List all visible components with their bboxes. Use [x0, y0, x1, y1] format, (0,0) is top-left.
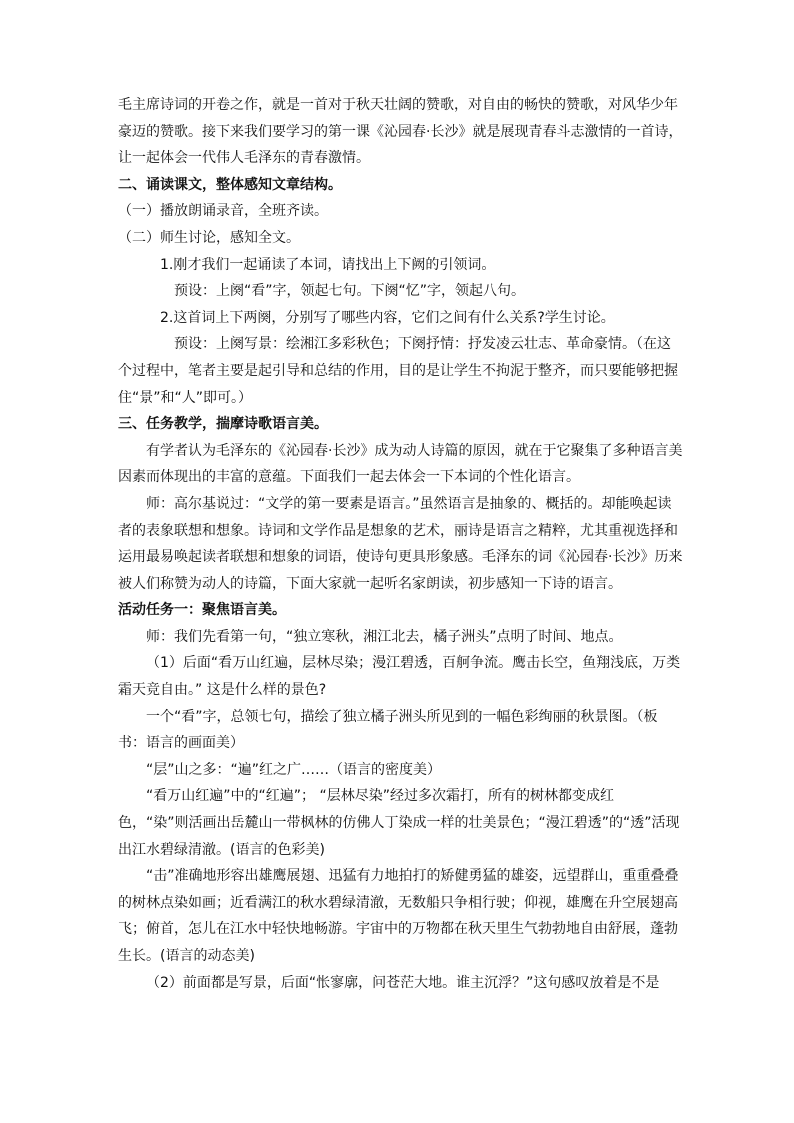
- paragraph-gorky: 师：高尔基说过：“文学的第一要素是语言。”虽然语言是抽象的、概括的。却能唤起读者的表象联想和想象。诗词和文学作品是想象的艺术，丽诗是语言之精粹，尤其重视选择和运用最易唤起读者联想和想象的词语，使诗句更具形象感。毛泽东的词《沁园春·长沙》历来被人们称赞为动人的诗篇，下面大家就一起听名家朗读，初步感知一下诗的语言。: [118, 495, 683, 592]
- paragraph-scenery-question: （1）后面“看万山红遍，层林尽染；漫江碧透，百舸争流。鹰击长空，鱼翔浅底，万类霜天竞自由。” 这是什么样的景色?: [118, 655, 681, 699]
- paragraph-kan: 一个“看”字，总领七句，描绘了独立橘子洲头所见到的一幅色彩绚丽的秋景图。（板书：语言的画面美）: [118, 708, 658, 752]
- paragraph-scholar: 有学者认为毛泽东的《沁园春·长沙》成为动人诗篇的原因，就在于它聚集了多种语言美因素而体现出的丰富的意蕴。下面我们一起去体会一下本词的个性化语言。: [118, 442, 683, 486]
- step-1: （一）播放朗诵录音，全班齐读。: [118, 203, 328, 220]
- step-2: （二）师生讨论，感知全文。: [118, 229, 300, 246]
- answer-2: 预设：上阕写景：绘湘江多彩秋色；下阕抒情：抒发凌云壮志、革命豪情。（在这个过程中，笔者主要是起引导和总结的作用，目的是让学生不拘泥于整齐，而只要能够把握住“景”和“人”即可。）: [118, 336, 678, 406]
- paragraph-density: “层”山之多：“遍”红之广……（语言的密度美）: [146, 761, 442, 778]
- answer-1: 预设：上阕“看”字，领起七句。下阕“忆”字，领起八句。: [174, 283, 526, 300]
- paragraph-color: “看万山红遍”中的“红遍”； “层林尽染”经过多次霜打，所有的树林都变成红色，“染”则活画出岳麓山一带枫林的仿佛人丁染成一样的壮美景色；“漫江碧透”的“透”活现出江水碧绿清澈。(语言的色彩美): [118, 788, 680, 858]
- question-1: 1.刚才我们一起诵读了本词，请找出上下阙的引领词。: [160, 256, 496, 273]
- section-heading-2: 二、诵读课文，整体感知文章结构。: [118, 176, 342, 193]
- paragraph-first-line: 师：我们先看第一句，“独立寒秋，湘江北去，橘子洲头”点明了时间、地点。: [146, 628, 623, 645]
- question-2: 2.这首词上下两阕，分别写了哪些内容，它们之间有什么关系?学生讨论。: [160, 309, 615, 326]
- task-heading-1: 活动任务一：聚焦语言美。: [118, 602, 286, 619]
- document-body: [118, 92, 684, 996]
- paragraph-intro: 毛主席诗词的开卷之作，就是一首对于秋天壮阔的赞歌，对自由的畅快的赞歌，对风华少年豪迈的赞歌。接下来我们要学习的第一课《沁园春·长沙》就是展现青春斗志激情的一首诗，让一起体会一代伟人毛泽东的青春激情。: [118, 97, 683, 167]
- paragraph-second-part: （2）前面都是写景，后面“怅寥廓，问苍茫大地。谁主沉浮？”这句感叹放着是不是: [146, 974, 660, 991]
- paragraph-motion: “击”准确地形容出雄鹰展翅、迅猛有力地拍打的矫健勇猛的雄姿，远望群山，重重叠叠的树林点染如画；近看满江的秋水碧绿清澈，无数船只争相行驶；仰视，雄鹰在升空展翅高飞；俯首，怎儿在江水中轻快地畅游。宇宙中的万物都在秋天里生气勃勃地自由舒展，蓬勃生长。(语言的动态美): [118, 868, 679, 964]
- section-heading-3: 三、任务教学，揣摩诗歌语言美。: [118, 416, 328, 433]
